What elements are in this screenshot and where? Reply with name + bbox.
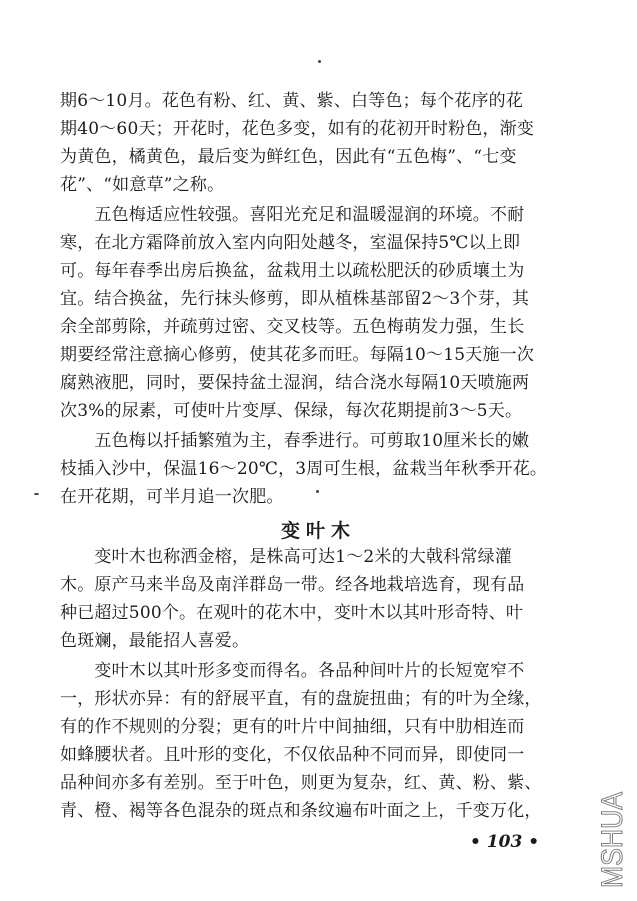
text-line: 次3%的尿素，可使叶片变厚、保绿，每次花期提前3～5天。	[60, 401, 523, 421]
watermark	[592, 790, 632, 890]
text-line: 有的作不规则的分裂；更有的叶片中间抽细，只有中肋相连而	[60, 717, 525, 737]
text-line: 木。原产马来半岛及南洋群岛一带。经各地栽培选育，现有品	[60, 575, 525, 595]
text-line: 余全部剪除，并疏剪过密、交叉枝等。五色梅萌发力强，生长	[60, 317, 525, 337]
section-heading: 变叶木	[280, 520, 356, 542]
text-line: 五色梅以扦插繁殖为主，春季进行。可剪取10厘米长的嫩	[60, 431, 530, 451]
text-line: 期要经常注意摘心修剪，使其花多而旺。每隔10～15天施一次	[60, 345, 535, 365]
text-line: 五色梅适应性较强。喜阳光充足和温暖湿润的环境。不耐	[60, 205, 525, 225]
text-line: 花”、“如意草”之称。	[60, 175, 225, 195]
text-line: 在开花期，可半月追一次肥。	[60, 487, 284, 507]
text-line: 种已超过500个。在观叶的花木中，变叶木以其叶形奇特、叶	[60, 603, 524, 623]
watermark-graphic	[592, 790, 632, 890]
text-line: 期6～10月。花色有粉、红、黄、紫、白等色；每个花序的花	[60, 91, 524, 111]
text-line: 期40～60天；开花时，花色多变，如有的花初开时粉色，渐变	[60, 119, 535, 139]
text-line: 可。每年春季出房后换盆，盆栽用土以疏松肥沃的砂质壤土为	[60, 261, 525, 281]
text-line: 一，形状亦异：有的舒展平直，有的盘旋扭曲；有的叶为全缘，	[60, 689, 542, 709]
text-line: 腐熟液肥，同时，要保持盆土湿润，结合浇水每隔10天喷施两	[60, 373, 530, 393]
text-line: 变叶木以其叶形多变而得名。各品种间叶片的长短宽窄不	[60, 661, 525, 681]
text-line: 色斑斓，最能招人喜爱。	[60, 631, 250, 651]
watermark-text: MSHUA	[596, 790, 629, 888]
page-number: • 103 •	[470, 832, 540, 852]
text-line: 品种间亦多有差别。至于叶色，则更为复杂，红、黄、粉、紫、	[60, 773, 542, 793]
text-line: 为黄色，橘黄色，最后变为鲜红色，因此有“五色梅”、“七变	[60, 147, 517, 167]
text-line: 宜。结合换盆，先行抹头修剪，即从植株基部留2～3个芽，其	[60, 289, 530, 309]
text-line: 青、橙、褐等各色混杂的斑点和条纹遍布叶面之上，千变万化，	[60, 801, 542, 821]
text-line: 如蜂腰状者。且叶形的变化，不仅依品种不同而异，即使同一	[60, 745, 525, 765]
text-line: 枝插入沙中，保温16～20℃，3周可生根，盆栽当年秋季开花。	[60, 459, 548, 479]
scan-speck	[318, 60, 321, 63]
text-line: 变叶木也称洒金榕，是株高可达1～2米的大戟科常绿灌	[60, 547, 513, 567]
scan-speck	[34, 493, 39, 495]
text-line: 寒，在北方霜降前放入室内向阳处越冬，室温保持5℃以上即	[60, 233, 521, 253]
